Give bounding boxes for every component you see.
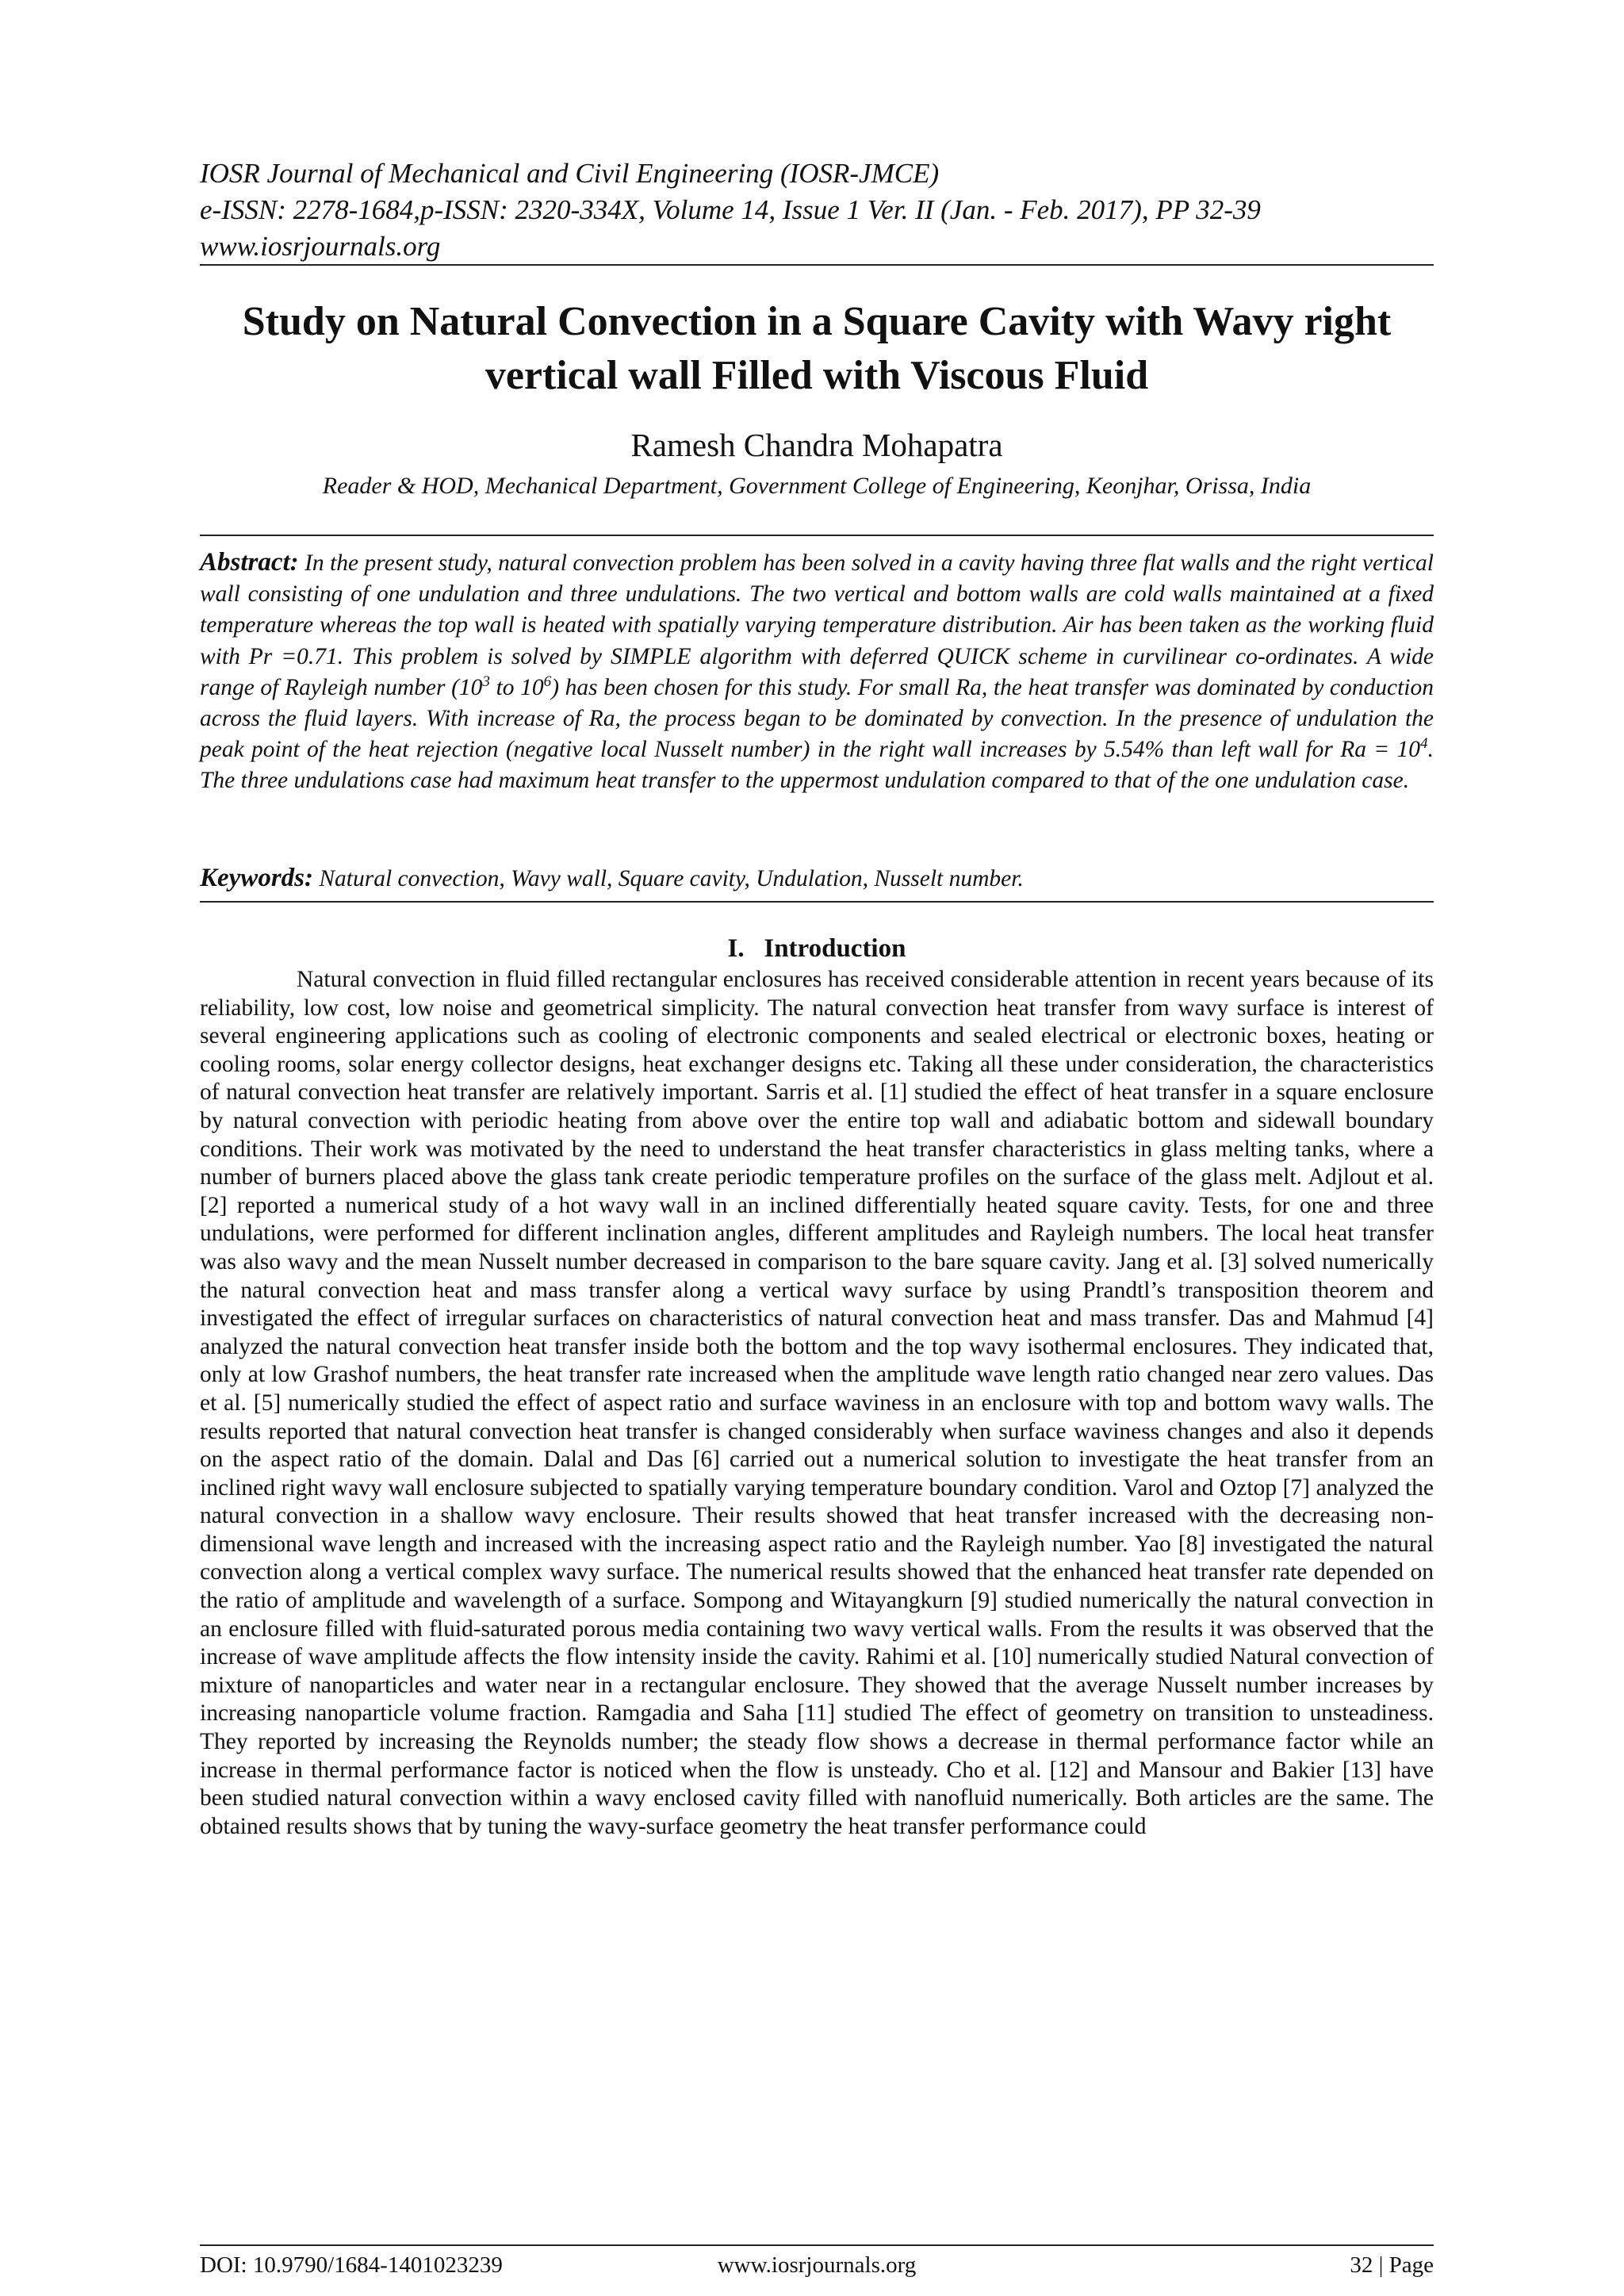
abstract-text-3: ) has been chosen for this study. For small Ra, the heat transfer was dominated by conduction across the fluid layers. With increase of Ra, the process began to be dominated by convection. In the presence of undulation the peak point of the heat rejection (negative local Nusselt number) in the right wall increases by 5.54% than left wall for Ra = 10 — [200, 674, 1434, 763]
abstract-sup-2: 6 — [543, 673, 552, 690]
paper-title-line-1: Study on Natural Convection in a Square Cavity with Wavy right — [242, 299, 1392, 344]
journal-issn: e-ISSN: 2278-1684,p-ISSN: 2320-334X, Volume 14, Issue 1 Ver. II (Jan. - Feb. 2017), PP 32-39 — [200, 194, 1261, 225]
keywords-label: Keywords: — [200, 864, 313, 892]
abstract — [200, 547, 1434, 797]
paper-title — [200, 295, 1434, 403]
keywords-text: Natural convection, Wavy wall, Square cavity, Undulation, Nusselt number. — [313, 866, 1024, 891]
abstract-sup-3: 4 — [1420, 735, 1428, 753]
footer-page-number: 32 | Page — [1350, 2252, 1434, 2278]
page-footer — [200, 2251, 1434, 2279]
abstract-text-4: . The three undulations case had maximum heat transfer to the uppermost undulation compared to that of the one undulation case. — [200, 737, 1434, 794]
author-name: Ramesh Chandra Mohapatra — [630, 427, 1003, 463]
abstract-text-1: In the present study, natural convection problem has been solved in a cavity having three flat walls and the right vertical wall consisting of one undulation and three undulations. The two vertical and bottom walls are cold walls maintained at a fixed temperature whereas the top wall is heated with spatially varying temperature distribution. Air has been taken as the working fluid with Pr =0.71. This problem is solved by SIMPLE algorithm with deferred QUICK scheme in curvilinear co-ordinates. A wide range of Rayleigh number (10 — [200, 550, 1434, 700]
paper-title-line-2: vertical wall Filled with Viscous Fluid — [485, 353, 1149, 398]
abstract-text-2: to 10 — [490, 674, 544, 700]
journal-website[interactable]: www.iosrjournals.org — [200, 231, 441, 262]
header-rule — [200, 264, 1434, 266]
abstract-sup-1: 3 — [482, 673, 490, 690]
journal-name: IOSR Journal of Mechanical and Civil Engineering (IOSR-JMCE) — [200, 158, 940, 189]
author-affiliation: Reader & HOD, Mechanical Department, Government College of Engineering, Keonjhar, Orissa, India — [322, 473, 1312, 499]
footer-rule — [200, 2244, 1434, 2246]
abstract-label: Abstract: — [200, 548, 299, 577]
section-heading-introduction: I. Introduction — [727, 934, 906, 963]
keywords-bottom-rule — [200, 901, 1434, 903]
introduction-paragraph: Natural convection in fluid filled rectangular enclosures has received considerable attention in recent years because of its reliability, low cost, low noise and geometrical simplicity. The natural convection heat transfer from wavy surface is interest of several engineering applications such as cooling of electronic components and sealed electrical or electronic boxes, heating or cooling rooms, solar energy collector designs, heat exchanger designs etc. Taking all these under consideration, the characteristics of natural convection heat transfer are relatively important. Sarris et al. [1] studied the effect of heat transfer in a square enclosure by natural convection with periodic heating from above over the entire top wall and adiabatic bottom and sidewall boundary conditions. Their work was motivated by the need to understand the heat transfer characteristics in glass melting tanks, where a number of burners placed above the glass tank create periodic temperature profiles on the surface of the glass melt. Adjlout et al. [2] reported a numerical study of a hot wavy wall in an inclined differentially heated square cavity. Tests, for one and three undulations, were performed for different inclination angles, different amplitudes and Rayleigh numbers. The local heat transfer was also wavy and the mean Nusselt number decreased in comparison to the bare square cavity. Jang et al. [3] solved numerically the natural convection heat and mass transfer along a vertical wavy surface by using Prandtl’s transposition theorem and investigated the effect of irregular surfaces on characteristics of natural convection heat and mass transfer. Das and Mahmud [4] analyzed the natural convection heat transfer inside both the bottom and the top wavy isothermal enclosures. They indicated that, only at low Grashof numbers, the heat transfer rate increased when the amplitude wave length ratio changed near zero values. Das et al. [5] numerically studied the effect of aspect ratio and surface waviness in an enclosure with top and bottom wavy walls. The results reported that natural convection heat transfer is changed considerably when surface waviness changes and also it depends on the aspect ratio of the domain. Dalal and Das [6] carried out a numerical solution to investigate the heat transfer from an inclined right wavy wall enclosure subjected to spatially varying temperature boundary condition. Varol and Oztop [7] analyzed the natural convection in a shallow wavy enclosure. Their results showed that heat transfer increased with the decreasing non-dimensional wave length and increased with the increasing aspect ratio and the Rayleigh number. Yao [8] investigated the natural convection along a vertical complex wavy surface. The numerical results showed that the enhanced heat transfer rate depended on the ratio of amplitude and wavelength of a surface. Sompong and Witayangkurn [9] studied numerically the natural convection in an enclosure filled with fluid-saturated porous media containing two wavy vertical walls. From the results it was observed that the increase of wave amplitude affects the flow intensity inside the cavity. Rahimi et al. [10] numerically studied Natural convection of mixture of nanoparticles and water near in a rectangular enclosure. They showed that the average Nusselt number increases by increasing nanoparticle volume fraction. Ramgadia and Saha [11] studied The effect of geometry on transition to unsteadiness. They reported by increasing the Reynolds number; the steady flow shows a decrease in thermal performance factor while an increase in thermal performance factor is noticed when the flow is unsteady. Cho et al. [12] and Mansour and Bakier [13] have been studied natural convection within a wavy enclosed cavity filled with nanofluid numerically. Both articles are the same. The obtained results shows that by tuning the wavy-surface geometry the heat transfer performance could — [200, 967, 1434, 1839]
footer-doi: DOI: 10.9790/1684-1401023239 — [200, 2252, 503, 2278]
footer-website[interactable]: www.iosrjournals.org — [717, 2252, 917, 2278]
keywords — [200, 863, 1434, 895]
journal-header — [200, 155, 1434, 265]
abstract-top-rule — [200, 535, 1434, 536]
